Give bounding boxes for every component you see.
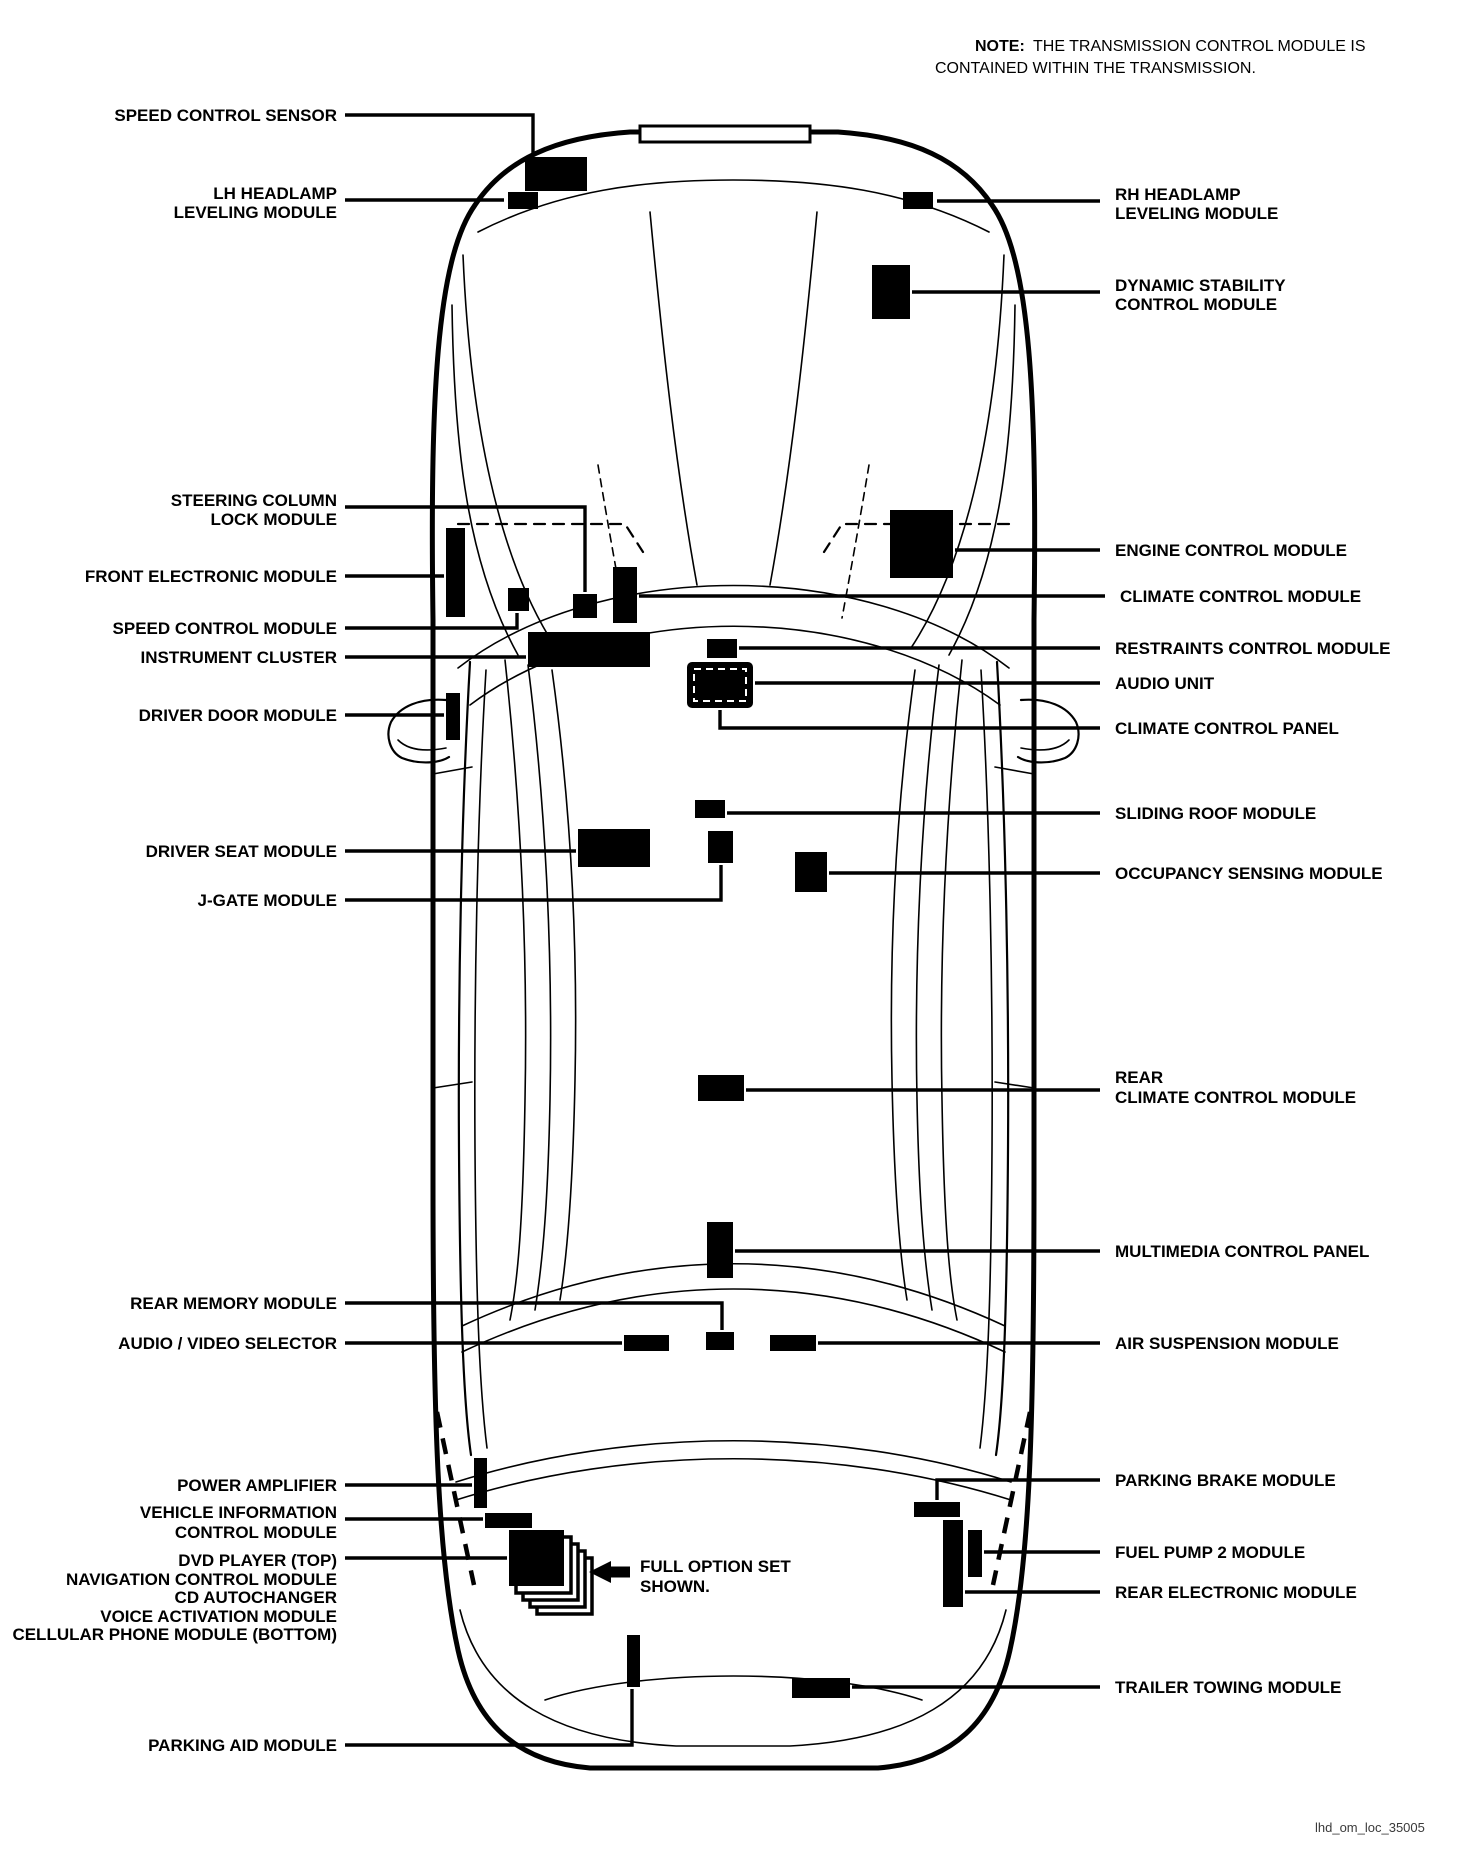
label-vehicle-information-line2: CONTROL MODULE (174, 1523, 337, 1542)
rear-shelf-arc-upper (462, 1264, 1005, 1326)
module-rear-memory-box (706, 1332, 734, 1350)
cabin-line-left-2 (528, 665, 551, 1310)
module-driver-seat-box (578, 829, 650, 867)
module-boxes (446, 157, 982, 1698)
label-sliding-roof-module: SLIDING ROOF MODULE (1115, 804, 1317, 823)
cabin-rail-right-inner (980, 670, 992, 1448)
label-dvd-stack-line4: VOICE ACTIVATION MODULE (100, 1607, 337, 1626)
leader-speed-control-sensor (345, 115, 533, 156)
label-parking-aid-module: PARKING AID MODULE (148, 1736, 337, 1755)
label-dynamic-stability-line2: CONTROL MODULE (1115, 295, 1278, 314)
leader-rear-memory (345, 1303, 722, 1330)
hood-fender-line-right-1 (911, 255, 1004, 648)
label-climate-control-module: CLIMATE CONTROL MODULE (1120, 587, 1362, 606)
cabin-rail-left-inner (475, 670, 487, 1448)
label-steering-column-line1: STEERING COLUMN (170, 491, 337, 510)
module-trailer-towing-box (792, 1678, 850, 1698)
label-multimedia-control-panel: MULTIMEDIA CONTROL PANEL (1115, 1242, 1370, 1261)
module-steering-column-lock-box (573, 594, 597, 618)
module-restraints-control-box (707, 639, 737, 658)
cabin-line-right-3 (891, 670, 915, 1300)
label-j-gate-module: J-GATE MODULE (197, 891, 337, 910)
hood-center-line-right (770, 212, 817, 585)
label-rear-memory-module: REAR MEMORY MODULE (130, 1294, 337, 1313)
boot-inner-line (460, 1610, 1006, 1746)
door-cut-right-rear (995, 1082, 1034, 1088)
note-line1: THE TRANSMISSION CONTROL MODULE IS (1033, 38, 1366, 55)
label-driver-seat-module: DRIVER SEAT MODULE (145, 842, 337, 861)
full-option-line2: SHOWN. (640, 1577, 710, 1596)
label-speed-control-module: SPEED CONTROL MODULE (112, 619, 337, 638)
module-parking-aid-box (627, 1635, 640, 1687)
label-dvd-stack-line3: CD AUTOCHANGER (174, 1588, 337, 1607)
module-occupancy-sensing-box (795, 852, 827, 892)
door-cut-left-front (433, 767, 472, 774)
label-occupancy-sensing-module: OCCUPANCY SENSING MODULE (1115, 864, 1383, 883)
left-mirror (388, 700, 449, 763)
module-instrument-cluster-box (528, 632, 650, 667)
label-rear-climate-line1: REAR (1115, 1068, 1164, 1087)
module-lh-headlamp-leveling-box (508, 192, 538, 209)
module-rh-headlamp-leveling-box (903, 192, 933, 209)
label-lh-headlamp-line1: LH HEADLAMP (213, 184, 337, 203)
cabin-line-left-1 (505, 660, 526, 1320)
label-lh-headlamp-line2: LEVELING MODULE (173, 203, 337, 222)
label-trailer-towing-module: TRAILER TOWING MODULE (1115, 1678, 1342, 1697)
trunk-lid-line-1 (456, 1441, 1011, 1482)
module-dvd-stack (509, 1530, 592, 1614)
hood-center-line-left (650, 212, 697, 585)
module-driver-door-box (446, 693, 460, 740)
front-scuttle-panel (640, 126, 810, 142)
module-front-electronic-box (446, 528, 465, 617)
label-front-electronic-module: FRONT ELECTRONIC MODULE (84, 567, 337, 586)
note-line2: CONTAINED WITHIN THE TRANSMISSION. (935, 60, 1256, 77)
label-power-amplifier: POWER AMPLIFIER (177, 1476, 337, 1495)
full-option-line1: FULL OPTION SET (640, 1557, 791, 1576)
module-speed-control-box (508, 588, 529, 611)
module-multimedia-control-panel-box (707, 1222, 733, 1278)
label-air-suspension-module: AIR SUSPENSION MODULE (1115, 1334, 1339, 1353)
module-fuel-pump-2-box (968, 1530, 982, 1577)
label-audio-unit: AUDIO UNIT (1115, 674, 1215, 693)
module-speed-control-sensor-box (525, 157, 587, 191)
label-speed-control-sensor: SPEED CONTROL SENSOR (114, 106, 337, 125)
label-vehicle-information-line1: VEHICLE INFORMATION (139, 1503, 337, 1522)
label-audio-video-selector: AUDIO / VIDEO SELECTOR (118, 1334, 337, 1353)
label-driver-door-module: DRIVER DOOR MODULE (138, 706, 337, 725)
cabin-line-right-2 (916, 665, 939, 1310)
note (935, 38, 1365, 77)
hood-fender-line-right-2 (949, 305, 1015, 655)
label-dvd-stack-line2: NAVIGATION CONTROL MODULE (65, 1570, 337, 1589)
module-rear-climate-control-box (698, 1075, 744, 1101)
cabin-line-right-1 (941, 660, 962, 1320)
note-prefix: NOTE: (975, 38, 1025, 55)
leader-parking-brake (937, 1480, 1100, 1500)
right-mirror-inner (1021, 740, 1069, 750)
label-dvd-stack-line1: DVD PLAYER (TOP) (178, 1551, 337, 1570)
door-cut-right-front (995, 767, 1034, 774)
module-air-suspension-box (770, 1335, 816, 1351)
label-climate-control-panel: CLIMATE CONTROL PANEL (1115, 719, 1339, 738)
module-parking-brake-box (914, 1502, 960, 1517)
label-parking-brake-module: PARKING BRAKE MODULE (1115, 1471, 1336, 1490)
label-dynamic-stability-line1: DYNAMIC STABILITY (1115, 276, 1286, 295)
label-fuel-pump-2-module: FUEL PUMP 2 MODULE (1115, 1543, 1306, 1562)
trunk-lid-line-2 (456, 1459, 1011, 1500)
cabin-rail-left (459, 662, 471, 1455)
full-option-callout (589, 1557, 791, 1596)
label-dvd-stack-line5: CELLULAR PHONE MODULE (BOTTOM) (12, 1625, 337, 1644)
figure-reference-code: lhd_om_loc_35005 (1315, 1820, 1425, 1835)
module-power-amplifier-box (474, 1458, 487, 1508)
label-rh-headlamp-line1: RH HEADLAMP (1115, 185, 1241, 204)
module-vehicle-information-control-box (485, 1513, 532, 1528)
label-rear-electronic-module: REAR ELECTRONIC MODULE (1115, 1583, 1357, 1602)
module-rear-electronic-box (943, 1520, 963, 1607)
door-cut-left-rear (433, 1082, 472, 1088)
label-rear-climate-line2: CLIMATE CONTROL MODULE (1115, 1088, 1357, 1107)
cabin-line-left-3 (552, 670, 576, 1300)
dvd-stack-front (509, 1530, 564, 1586)
label-engine-control-module: ENGINE CONTROL MODULE (1115, 541, 1348, 560)
module-sliding-roof-box (695, 800, 725, 818)
module-climate-control-box (613, 567, 637, 623)
left-mirror-inner (398, 740, 446, 750)
left-arrow-icon (589, 1561, 630, 1583)
labels-right (1115, 185, 1390, 1697)
module-engine-control-box (890, 510, 953, 578)
label-instrument-cluster: INSTRUMENT CLUSTER (140, 648, 337, 667)
label-rh-headlamp-line2: LEVELING MODULE (1115, 204, 1279, 223)
module-dynamic-stability-control-box (872, 265, 910, 319)
module-j-gate-box (708, 831, 733, 863)
cabin-rail-right (996, 662, 1008, 1455)
leader-j-gate (345, 865, 721, 900)
labels-left (12, 106, 337, 1755)
label-restraints-control-module: RESTRAINTS CONTROL MODULE (1115, 639, 1391, 658)
right-mirror (1018, 700, 1079, 763)
module-audio-video-selector-box (624, 1335, 669, 1351)
label-steering-column-line2: LOCK MODULE (210, 510, 337, 529)
cowl-dashed-left (458, 524, 643, 552)
